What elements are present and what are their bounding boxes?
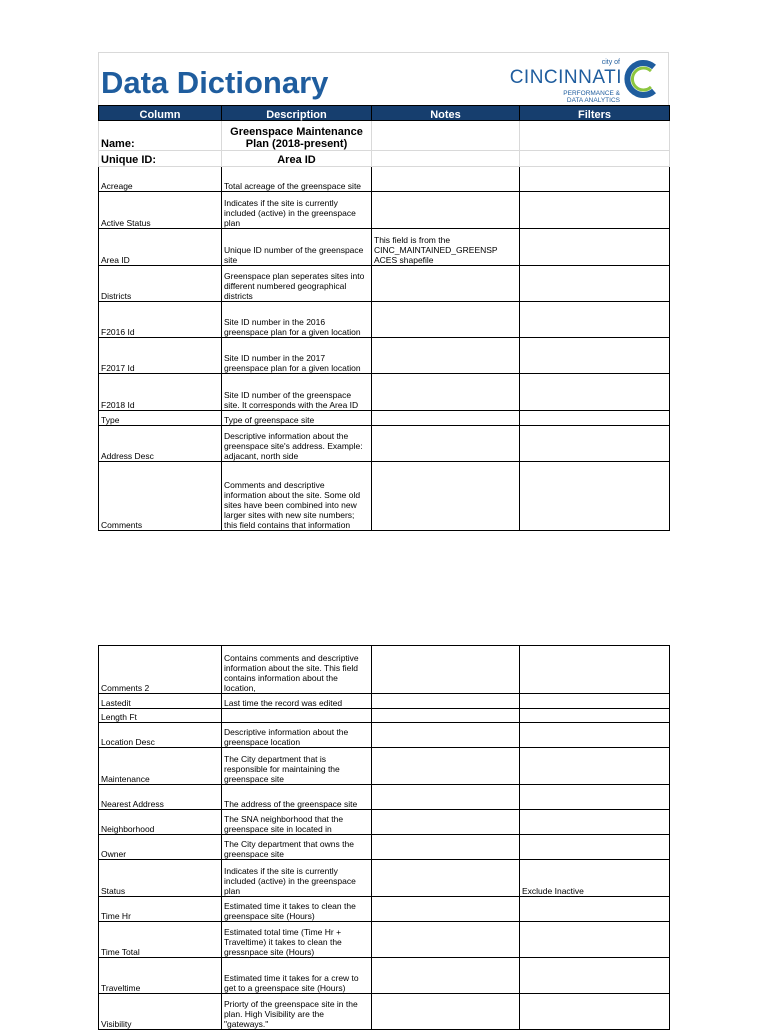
table-row: [99, 374, 670, 411]
table-row: [99, 835, 670, 860]
cell-column: Comments 2: [99, 646, 222, 694]
table-row: [99, 229, 670, 266]
cell-description: Type of greenspace site: [222, 411, 372, 426]
cell-column: Acreage: [99, 167, 222, 192]
table-row: [99, 411, 670, 426]
cell-notes: [372, 167, 520, 192]
cell-notes: [372, 462, 520, 531]
logo-tagline-line1: PERFORMANCE &: [563, 90, 620, 97]
cell-description: Priorty of the greenspace site in the plan. High Visibility are the "gateways.": [222, 994, 372, 1030]
table-row: [99, 462, 670, 531]
header-description: Description: [222, 106, 372, 121]
cell-notes: [372, 302, 520, 338]
cell-description: Descriptive information about the greenspace location: [222, 723, 372, 748]
cell-column: Districts: [99, 266, 222, 302]
cell-column: Active Status: [99, 192, 222, 229]
table-row: [99, 922, 670, 958]
cell-filters: [520, 694, 670, 709]
logo-city-of: city of: [601, 59, 620, 66]
cell-notes: [372, 192, 520, 229]
meta-empty: [520, 121, 670, 151]
cell-notes: [372, 748, 520, 785]
cell-notes: [372, 810, 520, 835]
cell-filters: [520, 462, 670, 531]
table-row: [99, 723, 670, 748]
cell-description: Comments and descriptive information about the site. Some old sites have been combined into new larger sites with new site numbers; this field contains that information: [222, 462, 372, 531]
unique-id-label: Unique ID:: [99, 151, 222, 167]
cell-description: Last time the record was edited: [222, 694, 372, 709]
cell-column: Time Total: [99, 922, 222, 958]
cell-filters: [520, 810, 670, 835]
cell-description: Greenspace plan seperates sites into different numbered geographical districts: [222, 266, 372, 302]
logo-tagline-line2: DATA ANALYTICS: [566, 97, 620, 104]
cell-description: Unique ID number of the greenspace site: [222, 229, 372, 266]
cell-notes: [372, 709, 520, 723]
cell-description: Site ID number in the 2016 greenspace plan for a given location: [222, 302, 372, 338]
table-row: [99, 897, 670, 922]
cell-column: Owner: [99, 835, 222, 860]
cell-description: [222, 709, 372, 723]
cell-column: Location Desc: [99, 723, 222, 748]
cell-notes: [372, 994, 520, 1030]
cell-notes: [372, 897, 520, 922]
cell-filters: [520, 994, 670, 1030]
unique-id-value: Area ID: [222, 151, 372, 167]
cell-filters: [520, 748, 670, 785]
cell-column: Visibility: [99, 994, 222, 1030]
cell-description: Total acreage of the greenspace site: [222, 167, 372, 192]
cell-notes: [372, 694, 520, 709]
cell-column: F2017 Id: [99, 338, 222, 374]
table-row: [99, 994, 670, 1030]
meta-empty: [372, 151, 520, 167]
table-row: [99, 646, 670, 694]
table-body-1: [99, 167, 670, 531]
meta-empty: [520, 151, 670, 167]
cell-filters: [520, 646, 670, 694]
table-row: [99, 860, 670, 897]
cell-column: Maintenance: [99, 748, 222, 785]
cell-filters: [520, 411, 670, 426]
cell-notes: [372, 922, 520, 958]
cell-notes: [372, 723, 520, 748]
cell-filters: [520, 958, 670, 994]
cell-description: Estimated total time (Time Hr + Traveltime) it takes to clean the gressnpace site (Hours): [222, 922, 372, 958]
document-page: [98, 52, 669, 531]
cell-filters: [520, 835, 670, 860]
cell-notes: [372, 426, 520, 462]
cell-filters: [520, 338, 670, 374]
cell-filters: [520, 229, 670, 266]
cell-filters: [520, 897, 670, 922]
table-row: [99, 338, 670, 374]
cell-filters: [520, 426, 670, 462]
cell-column: Length Ft: [99, 709, 222, 723]
table-row: [99, 302, 670, 338]
cell-description: Estimated time it takes to clean the greenspace site (Hours): [222, 897, 372, 922]
table-row: [99, 709, 670, 723]
cell-column: Comments: [99, 462, 222, 531]
logo-city-name: CINCINNATI: [509, 67, 622, 88]
cell-description: Estimated time it takes for a crew to get to a greenspace site (Hours): [222, 958, 372, 994]
cell-notes: [372, 646, 520, 694]
cell-notes: [372, 338, 520, 374]
cell-description: Site ID number of the greenspace site. It corresponds with the Area ID: [222, 374, 372, 411]
cell-description: Contains comments and descriptive information about the site. This field contains information about the location,: [222, 646, 372, 694]
cell-filters: [520, 167, 670, 192]
cell-description: The address of the greenspace site: [222, 785, 372, 810]
cell-description: Descriptive information about the greenspace site's address. Example: adjacant, north side: [222, 426, 372, 462]
cell-notes: [372, 374, 520, 411]
cell-column: Lastedit: [99, 694, 222, 709]
cell-filters: [520, 374, 670, 411]
logo-tagline: [563, 90, 620, 104]
cell-notes: [372, 958, 520, 994]
table-row: [99, 810, 670, 835]
cell-filters: [520, 266, 670, 302]
cell-filters: Exclude Inactive: [520, 860, 670, 897]
cell-filters: [520, 922, 670, 958]
name-label: Name:: [99, 121, 222, 151]
cell-filters: [520, 723, 670, 748]
cell-description: The City department that owns the greenspace site: [222, 835, 372, 860]
cell-notes: [372, 266, 520, 302]
document-header: [98, 52, 669, 105]
logo-c-mark-icon: [624, 59, 660, 99]
table-row: [99, 167, 670, 192]
cell-column: Nearest Address: [99, 785, 222, 810]
cell-filters: [520, 192, 670, 229]
table-row: [99, 192, 670, 229]
cell-column: F2016 Id: [99, 302, 222, 338]
header-filters: Filters: [520, 106, 670, 121]
cell-notes: [372, 860, 520, 897]
meta-empty: [372, 121, 520, 151]
cell-filters: [520, 785, 670, 810]
cell-description: Site ID number in the 2017 greenspace plan for a given location: [222, 338, 372, 374]
cell-column: Neighborhood: [99, 810, 222, 835]
cell-column: Type: [99, 411, 222, 426]
table-row: [99, 266, 670, 302]
cell-description: Indicates if the site is currently included (active) in the greenspace plan: [222, 860, 372, 897]
header-column: Column: [99, 106, 222, 121]
table-row: [99, 426, 670, 462]
cell-notes: [372, 785, 520, 810]
cell-description: Indicates if the site is currently included (active) in the greenspace plan: [222, 192, 372, 229]
cell-filters: [520, 302, 670, 338]
table-row: [99, 785, 670, 810]
cell-column: Traveltime: [99, 958, 222, 994]
cell-column: Address Desc: [99, 426, 222, 462]
cell-notes: [372, 411, 520, 426]
cell-filters: [520, 709, 670, 723]
cell-column: Status: [99, 860, 222, 897]
cell-notes: This field is from the CINC_MAINTAINED_GREENSP ACES shapefile: [372, 229, 520, 266]
table-row: [99, 958, 670, 994]
dictionary-table-2: [98, 645, 670, 1030]
cell-column: F2018 Id: [99, 374, 222, 411]
table-row: [99, 748, 670, 785]
table-row: [99, 694, 670, 709]
name-value: Greenspace Maintenance Plan (2018-present): [222, 121, 372, 151]
cell-description: The SNA neighborhood that the greenspace site in located in: [222, 810, 372, 835]
cell-description: The City department that is responsible for maintaining the greenspace site: [222, 748, 372, 785]
cincinnati-logo: [510, 57, 660, 105]
cell-column: Time Hr: [99, 897, 222, 922]
cell-notes: [372, 835, 520, 860]
page-title: Data Dictionary: [101, 65, 329, 100]
header-notes: Notes: [372, 106, 520, 121]
table-body-2: [99, 646, 670, 1030]
cell-column: Area ID: [99, 229, 222, 266]
dictionary-table-1: [98, 105, 670, 531]
